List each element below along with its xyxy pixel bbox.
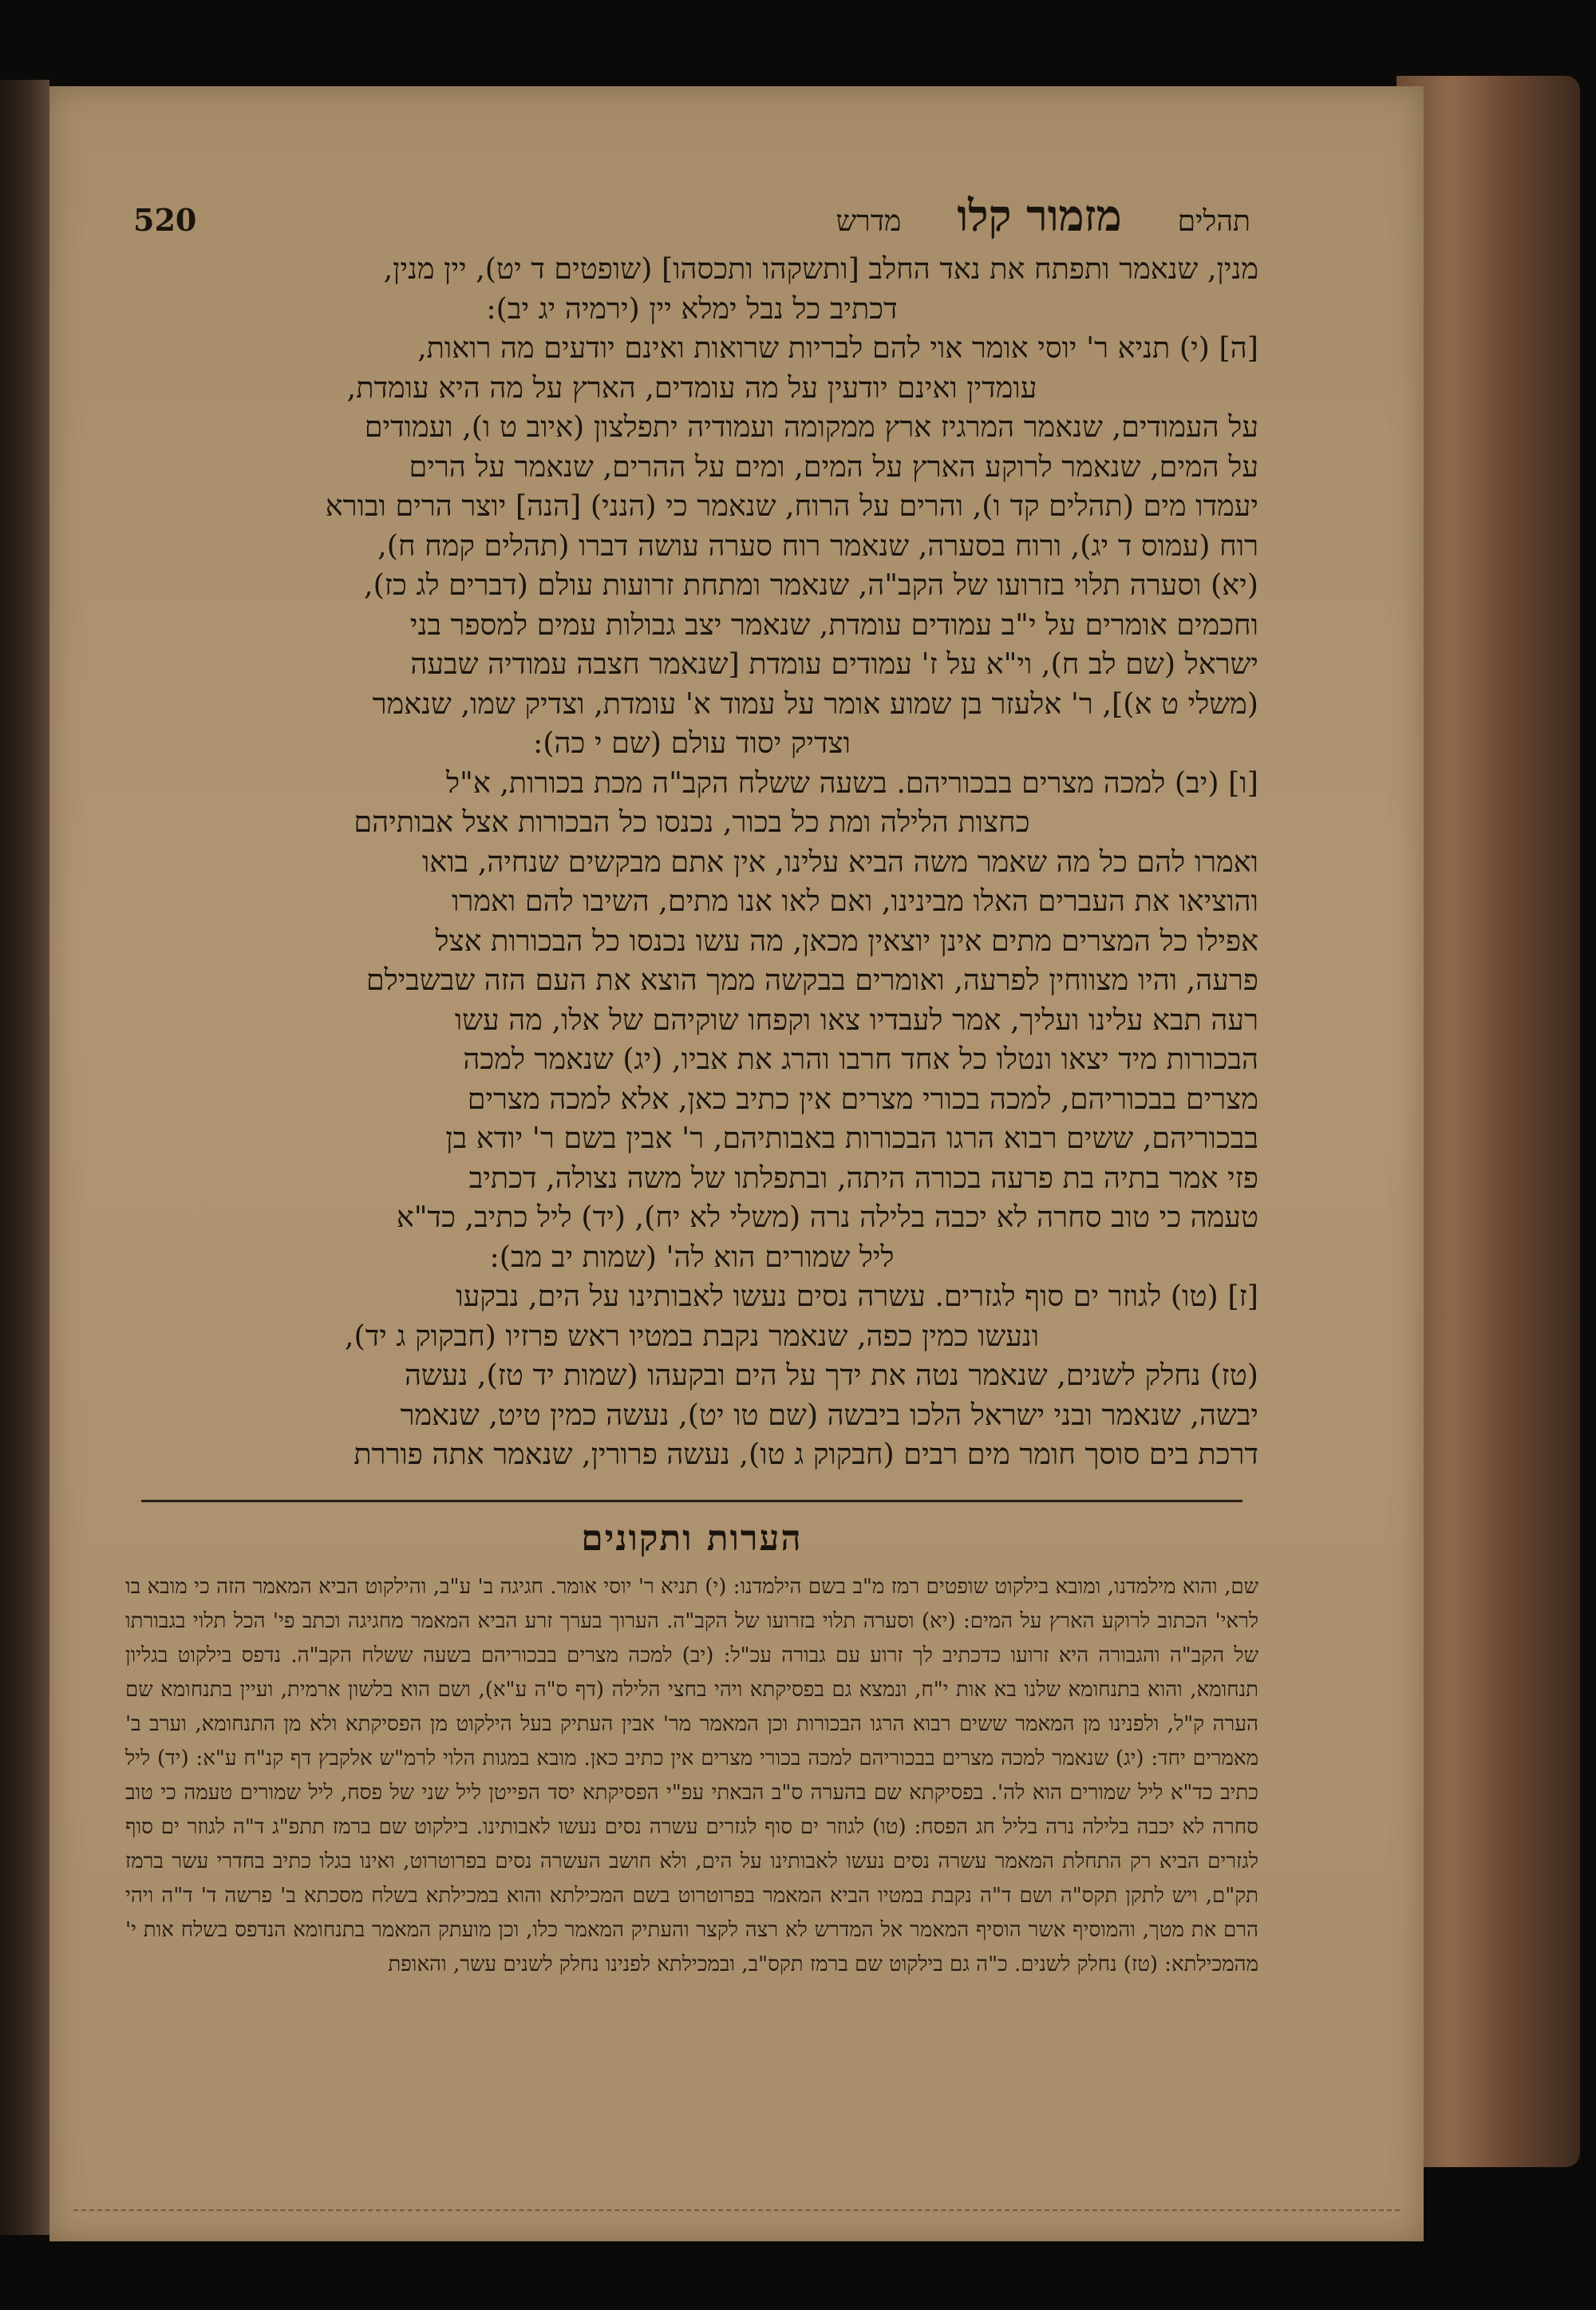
header-title: מזמור קלו (957, 190, 1122, 241)
header-left-word: מדרש (836, 205, 902, 238)
text-line: רוח (עמוס ד יג), ורוח בסערה, שנאמר רוח סערה עושה דברו (תהלים קמח ח), (377, 528, 1258, 563)
section-divider (141, 1500, 1242, 1502)
text-line: בבכוריהם, ששים רבוא הרגו הבכורות באבותיהם, ר' אבין בשם ר' יודא בן (445, 1121, 1258, 1155)
text-line: וצדיק יסוד עולם (שם י כה): (532, 726, 851, 760)
main-text (125, 249, 1258, 1474)
text-line: [ו] (יב) למכה מצרים בבכוריהם. בשעה ששלח הקב"ה מכת בכורות, א"ל (445, 765, 1258, 800)
text-line: ליל שמורים הוא לה' (שמות יב מב): (489, 1239, 895, 1274)
header-right-word: תהלים (1177, 205, 1250, 238)
text-line: הבכורות מיד יצאו ונטלו כל אחד חרבו והרג את אביו, (יג) שנאמר למכה (463, 1042, 1258, 1076)
text-line: ואמרו להם כל מה שאמר משה הביא עלינו, אין אתם מבקשים שנחיה, בואו (421, 844, 1258, 879)
page-number: 520 (133, 202, 197, 238)
text-line: ונעשו כמין כפה, שנאמר נקבת במטיו ראש פרזיו (חבקוק ג יד), (344, 1318, 1040, 1353)
text-line: מנין, שנאמר ותפתח את נאד החלב [ותשקהו ותכסהו] (שופטים ד יט), יין מנין, (383, 251, 1258, 286)
text-line: יעמדו מים (תהלים קד ו), והרים על הרוח, שנאמר כי (הנני) [הנה] יוצר הרים ובורא (325, 489, 1258, 523)
text-line: כחצות הלילה ומת כל בכור, נכנסו כל הבכורות אצל אבותיהם (354, 805, 1030, 839)
text-line: אפילו כל המצרים מתים אינן יוצאין מכאן, מה עשו נכנסו כל הבכורות אצל (435, 923, 1258, 958)
text-line: דרכת בים סוסך חומר מים רבים (חבקוק ג טו), נעשה פרורין, שנאמר אתה פוררת (354, 1437, 1258, 1471)
text-line: על המים, שנאמר לרוקע הארץ על המים, ומים על ההרים, שנאמר על הרים (409, 449, 1258, 484)
text-line: טעמה כי טוב סחרה לא יכבה בלילה נרה (משלי לא יח), (יד) ליל כתיב, כד"א (396, 1200, 1258, 1234)
notes-body: שם, והוא מילמדנו, ומובא בילקוט שופטים רמז מ"ב בשם הילמדנו: (י) תניא ר' יוסי אומר. חגיגה ב' ע"ב, והילקוט הביא המאמר הזה כי מובא בו לראי' הכתוב לרוקע הארץ על המים: (יא) וסערה תלוי בזרועו של הקב"ה. הערוך בערך זרע הביא המאמר מחגיגה וכתב פי' הכל תלוי בגבורתו של הקב"ה והגבורה היא זרועו כדכתיב לך זרוע עם גבורה עכ"ל: (יב) למכה מצרים בבכוריהם בשעה ששלח הקב"ה. נדפס בילקוט בגליון תנחומא, והוא בתנחומא שלנו בא אות י"ח, ונמצא גם בפסיקתא ויהי בחצי הלילה (דף ס"ה ע"א), ושם הוא בלשון ארמית, ועיין בתנחומא שם הערה ק"ל, ולפנינו מן המאמר ששים רבוא הרגו הבכורות וכן המאמר מר' אבין העתיק בעל הילקוט מן הפסיקתא ולא מן התנחומא, וערב ב' מאמרים יחד: (יג) שנאמר למכה מצרים בבכוריהם למכה בכורי מצרים אין כתיב כאן. מובא במגות הלוי לרמ"ש אלקבץ דף קנ"ח ע"א: (יד) ליל כתיב כד"א ליל שמורים הוא לה'. בפסיקתא שם בהערה ס"ב הבאתי עפ"י הפסיקתא יסד הפייטן ליל שני של פסח, ליל שמורים טעמה כי טוב סחרה לא יכבה בלילה נרה בליל חג הפסח: (טו) לגוזר ים סוף לגזרים עשרה נסים נעשו לאבותינו. בילקוט שם ברמז תתפ"ג ד"ה לגוזר ים סוף לגזרים הביא רק התחלת המאמר עשרה נסים נעשו לאבותינו על הים, ולא חושב העשרה נסים בפרוטרוט, ואינו בגלו כתיב בחדרי עשר ברמז תק"ם, ויש לתקן תקס"ה ושם ד"ה נקבת במטיו הביא המאמר בפרוטרוט בשם המכילתא והוא במכילתא בשלח מסכתא ב' פרשה ד' ד"ה ויהי הרם את מטך, והמוסיף אשר הוסיף המאמר אל המדרש לא רצה לקצר והעתיק המאמר כלו, וכן מועתק המאמר בתנחומא הנדפס בשלח אות י' מהמכילתא: (טז) נחלק לשנים. כ"ה גם בילקוט שם ברמז תקס"ב, ובמכילתא לפנינו נחלק לשנים עשר, (125, 1574, 1258, 1976)
header-titles (836, 190, 1250, 241)
text-line: יבשה, שנאמר ובני ישראל הלכו ביבשה (שם טו יט), נעשה כמין טיט, שנאמר (400, 1397, 1258, 1432)
text-line: מצרים בבכוריהם, למכה בכורי מצרים אין כתיב כאן, אלא למכה מצרים (467, 1081, 1258, 1116)
text-line: וחכמים אומרים על י"ב עמודים עומדת, שנאמר יצב גבולות עמים למספר בני (409, 607, 1258, 642)
text-line: [ה] (י) תניא ר' יוסי אומר אוי להם לבריות שרואות ואינם יודעים מה רואות, (417, 330, 1258, 365)
text-line: (משלי ט א)], ר' אלעזר בן שמוע אומר על עמוד א' עומדת, וצדיק שמו, שנאמר (372, 686, 1258, 721)
notes-text (125, 1570, 1258, 1982)
text-line: והוציאו את העברים האלו מבינינו, ואם לאו אנו מתים, השיבו להם ואמרו (452, 884, 1258, 918)
book-page (49, 86, 1424, 2241)
notes-title: הערות ותקונים (581, 1517, 803, 1559)
book-page-edges (1396, 76, 1580, 2167)
text-line: דכתיב כל נבל ימלא יין (ירמיה יג יב): (486, 291, 898, 326)
text-line: פרעה, והיו מצווחין לפרעה, ואומרים בבקשה ממך הוצא את העם הזה שבשבילם (365, 963, 1258, 997)
book-spine (0, 80, 49, 2235)
text-line: פזי אמר בתיה בת פרעה בכורה היתה, ובתפלתו של משה נצולה, דכתיב (468, 1160, 1258, 1195)
bottom-rule (73, 2209, 1400, 2213)
text-line: על העמודים, שנאמר המרגיז ארץ ממקומה ועמודיה יתפלצון (איוב ט ו), ועמודים (364, 409, 1258, 444)
text-line: [ז] (טו) לגוזר ים סוף לגזרים. עשרה נסים נעשו לאבותינו על הים, נבקעו (456, 1279, 1258, 1313)
notes-last-word: והאופת (388, 1952, 447, 1976)
running-header (125, 190, 1258, 241)
text-line: (יא) וסערה תלוי בזרועו של הקב"ה, שנאמר ומתחת זרועות עולם (דברים לג כז), (363, 568, 1258, 602)
text-line: עומדין ואינם יודעין על מה עומדים, הארץ על מה היא עומדת, (346, 370, 1037, 405)
text-line: רעה תבא עלינו ועליך, אמר לעבדיו צאו וקפחו שוקיהם של אלו, מה עשו (454, 1002, 1258, 1037)
text-line: ישראל (שם לב ח), וי"א על ז' עמודים עומדת [שנאמר חצבה עמודיה שבעה (410, 647, 1258, 681)
text-line: (טז) נחלק לשנים, שנאמר נטה את ידך על הים ובקעהו (שמות יד טז), נעשה (404, 1358, 1258, 1392)
page-content (125, 190, 1258, 1982)
